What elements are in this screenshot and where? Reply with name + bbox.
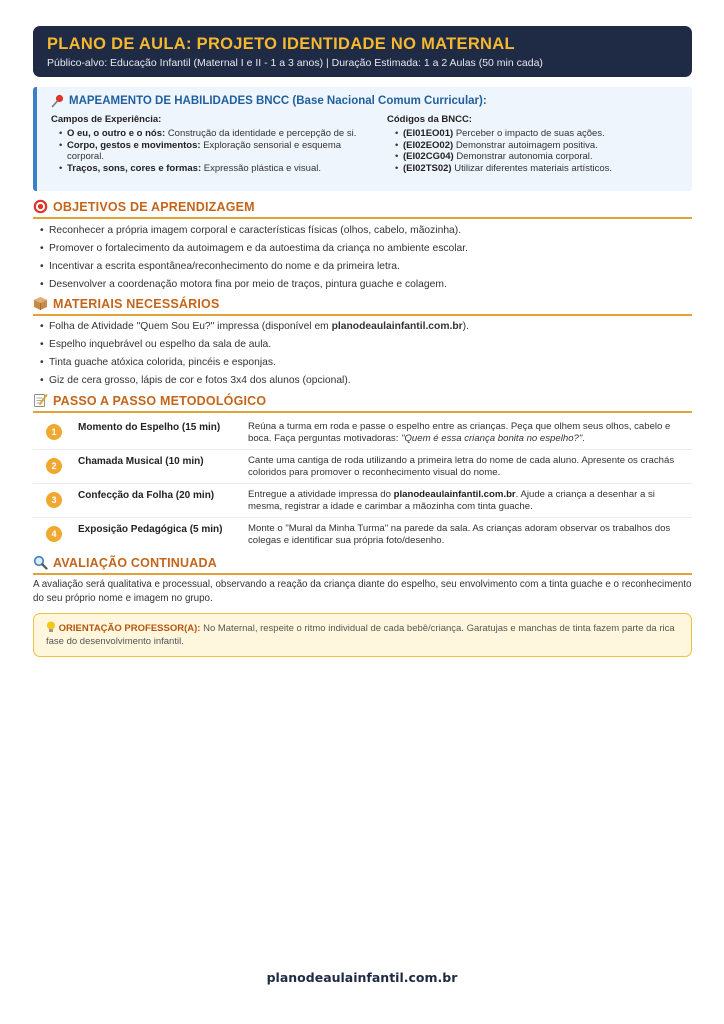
step-description: Monte o "Mural da Minha Turma" na parede da sala. As crianças adoram observar os trabalhos dos colegas e identificar sua própria foto/desenho. xyxy=(248,523,671,546)
pushpin-icon xyxy=(51,94,65,108)
orientacao-label: ORIENTAÇÃO PROFESSOR(A): xyxy=(58,623,201,634)
step-name: Exposição Pedagógica (5 min) xyxy=(78,524,223,535)
campos-column xyxy=(51,114,371,174)
list-item: • Traços, sons, cores e formas: Expressão plástica e visual. xyxy=(59,163,371,175)
objetivos-heading xyxy=(33,199,692,219)
step-number-badge: 4 xyxy=(46,526,62,542)
step-name: Confecção da Folha (20 min) xyxy=(78,490,215,501)
target-icon xyxy=(33,199,48,214)
step-description: Reúna a turma em roda e passe o espelho entre as crianças. Peça que olhem seus olhos, cabelo e boca. Faça perguntas motivadoras: "Quem é essa criança bonita no espelho?". xyxy=(248,421,671,444)
objetivos-list xyxy=(40,224,690,296)
list-item: • O eu, o outro e o nós: Construção da identidade e percepção de si. xyxy=(59,128,371,140)
list-item: • Folha de Atividade "Quem Sou Eu?" impressa (disponível em planodeaulainfantil.com.br). xyxy=(40,320,690,338)
list-item: • Tinta guache atóxica colorida, pincéis e esponjas. xyxy=(40,356,690,374)
step-number-badge: 3 xyxy=(46,492,62,508)
codigos-heading: Códigos da BNCC: xyxy=(387,114,472,125)
step-name: Chamada Musical (10 min) xyxy=(78,456,204,467)
orientacao-note xyxy=(33,613,692,657)
table-row xyxy=(33,484,692,518)
section-title: MATERIAIS NECESSÁRIOS xyxy=(53,296,220,311)
page-title: PLANO DE AULA: PROJETO IDENTIDADE NO MATERNAL xyxy=(47,35,515,53)
codigos-column xyxy=(371,114,678,174)
avaliacao-text: A avaliação será qualitativa e processual, observando a reação da criança diante do espelho, seu envolvimento com a tinta guache e o reconhecimento do seu próprio nome e imagem no grupo. xyxy=(33,579,692,604)
list-item: • Desenvolver a coordenação motora fina por meio de traços, pintura guache e colagem. xyxy=(40,278,690,296)
step-number-badge: 1 xyxy=(46,424,62,440)
bncc-title xyxy=(51,94,678,108)
step-description: Entregue a atividade impressa do planodeaulainfantil.com.br. Ajude a criança a desenhar a si mesma, registrar a idade e carimbar a mãozinha com tinta guache. xyxy=(248,489,655,512)
campos-list xyxy=(51,128,371,174)
list-item: • (EI02CG04) Demonstrar autonomia corporal. xyxy=(395,151,678,163)
magnifier-icon xyxy=(33,555,48,570)
bncc-title-text: MAPEAMENTO DE HABILIDADES BNCC (Base Nacional Comum Curricular): xyxy=(69,95,487,107)
table-row xyxy=(33,518,692,552)
bncc-box xyxy=(33,87,692,191)
site-link[interactable]: planodeaulainfantil.com.br xyxy=(331,321,463,332)
list-item: • Corpo, gestos e movimentos: Exploração sensorial e esquema corporal. xyxy=(59,140,371,163)
section-title: PASSO A PASSO METODOLÓGICO xyxy=(53,393,267,408)
list-item: • (EI01EO01) Perceber o impacto de suas ações. xyxy=(395,128,678,140)
orientacao-text: No Maternal, respeite o ritmo individual de cada bebê/criança. Garatujas e manchas de tinta fazem parte da rica fase do desenvolvimento infantil. xyxy=(46,623,675,647)
table-row xyxy=(33,450,692,484)
list-item: • (EI02EO02) Demonstrar autoimagem positiva. xyxy=(395,140,678,152)
step-name: Momento do Espelho (15 min) xyxy=(78,422,221,433)
table-row xyxy=(33,416,692,450)
list-item: • Reconhecer a própria imagem corporal e características físicas (olhos, cabelo, mãozinha). xyxy=(40,224,690,242)
list-item: • Espelho inquebrável ou espelho da sala de aula. xyxy=(40,338,690,356)
list-item: • Incentivar a escrita espontânea/reconhecimento do nome e da primeira letra. xyxy=(40,260,690,278)
section-title: AVALIAÇÃO CONTINUADA xyxy=(53,555,217,570)
step-description: Cante uma cantiga de roda utilizando a primeira letra do nome de cada aluno. Apresente os crachás coloridos para promover o reconhecimento visual do nome. xyxy=(248,455,675,478)
materiais-heading xyxy=(33,296,692,316)
passo-heading xyxy=(33,393,692,413)
materiais-list xyxy=(40,320,690,392)
codigos-list xyxy=(387,128,678,174)
package-icon xyxy=(33,296,48,311)
avaliacao-heading xyxy=(33,555,692,575)
campos-heading: Campos de Experiência: xyxy=(51,114,162,125)
page-header xyxy=(33,26,692,77)
lightbulb-icon xyxy=(46,621,56,633)
list-item: • Giz de cera grosso, lápis de cor e fotos 3x4 dos alunos (opcional). xyxy=(40,374,690,392)
site-link[interactable]: planodeaulainfantil.com.br xyxy=(393,489,516,500)
footer-site-link[interactable]: planodeaulainfantil.com.br xyxy=(266,970,458,985)
steps-table xyxy=(33,416,692,552)
memo-icon xyxy=(33,393,48,408)
list-item: • Promover o fortalecimento da autoimagem e da autoestima da criança no ambiente escolar. xyxy=(40,242,690,260)
section-title: OBJETIVOS DE APRENDIZAGEM xyxy=(53,199,255,214)
bncc-columns xyxy=(51,114,678,174)
step-number-badge: 2 xyxy=(46,458,62,474)
list-item: • (EI02TS02) Utilizar diferentes materiais artísticos. xyxy=(395,163,678,175)
page-subtitle: Público-alvo: Educação Infantil (Maternal I e II - 1 a 3 anos) | Duração Estimada: 1 a 2 Aulas (50 min cada) xyxy=(47,57,543,69)
